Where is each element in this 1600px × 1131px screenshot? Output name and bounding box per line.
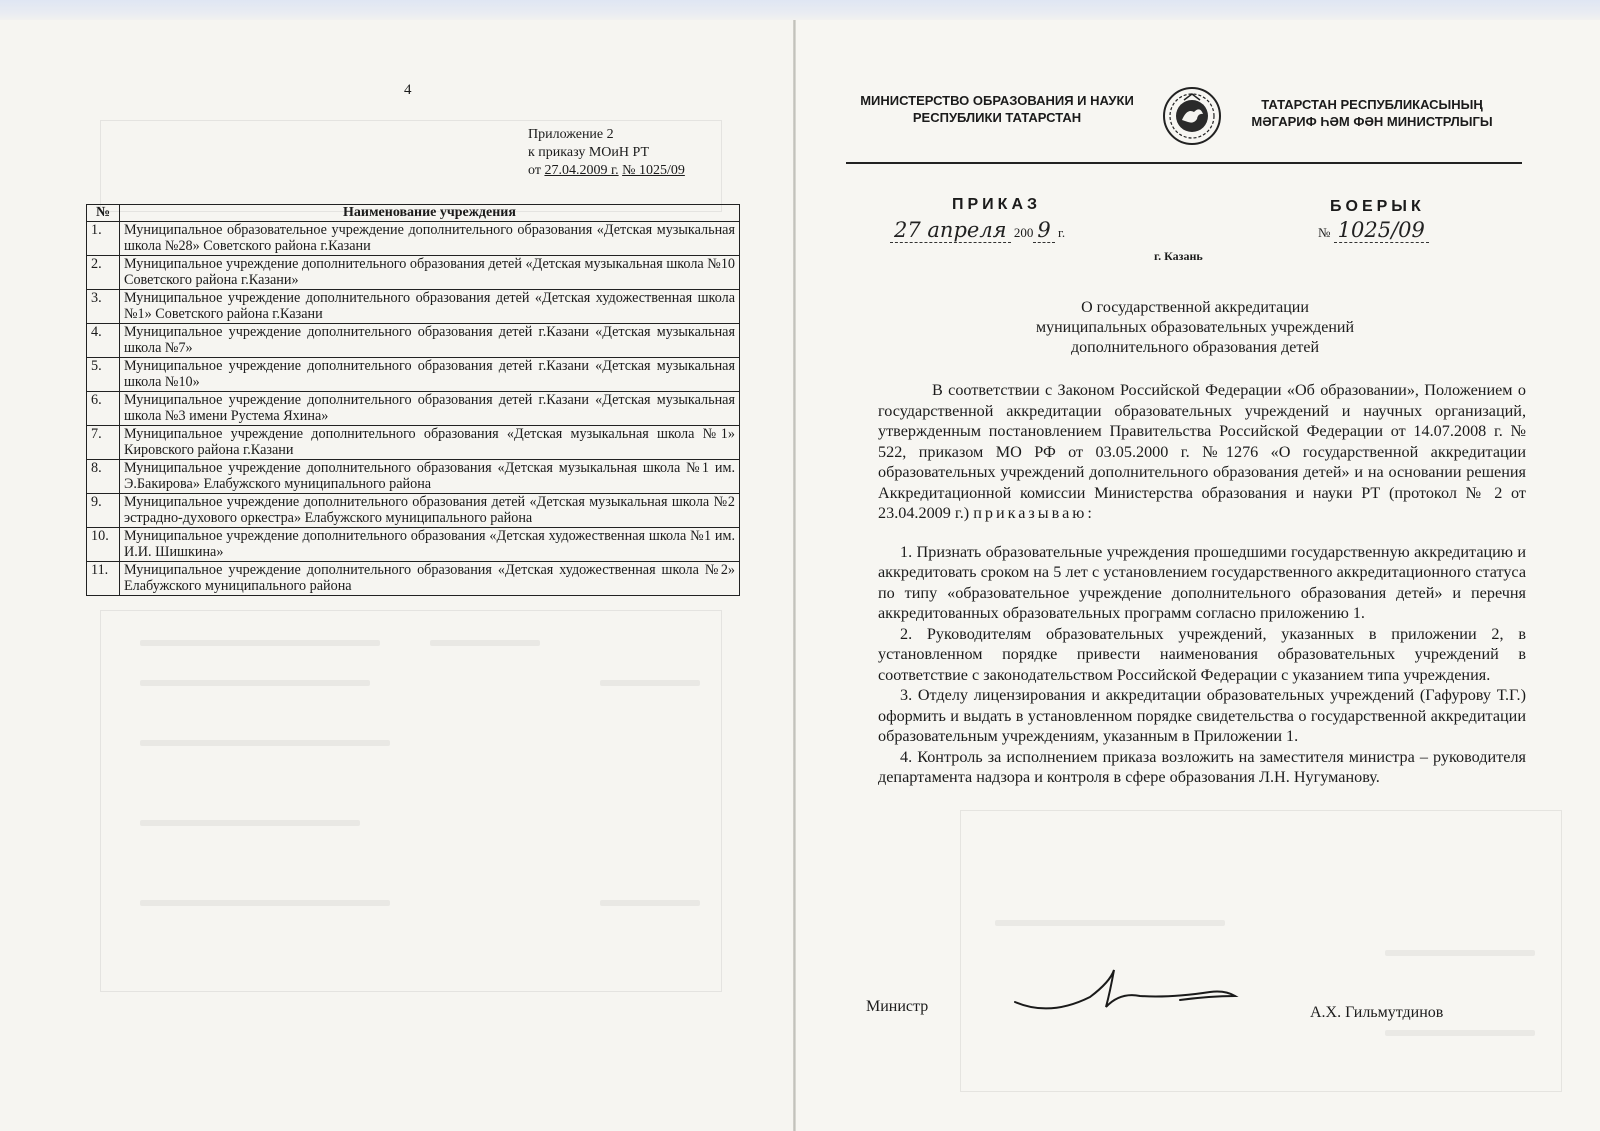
show-through-text — [140, 820, 360, 826]
subject-line1: О государственной аккредитации — [1081, 299, 1309, 316]
tatarstan-emblem-icon — [1162, 86, 1222, 146]
row-number: 7. — [87, 426, 120, 460]
row-number: 6. — [87, 392, 120, 426]
table-row — [87, 256, 740, 290]
institutions-table — [86, 204, 740, 596]
row-number: 8. — [87, 460, 120, 494]
table-row — [87, 460, 740, 494]
ministry-ru-line2: РЕСПУБЛИКИ ТАТАРСТАН — [912, 110, 1082, 125]
page-fold — [793, 20, 796, 1131]
row-number: 2. — [87, 256, 120, 290]
city: г. Казань — [1154, 249, 1203, 263]
boeryk-title: БОЕРЫК — [1330, 198, 1425, 215]
header-divider — [846, 162, 1522, 164]
subject-line2: муниципальных образовательных учреждений — [1035, 319, 1355, 336]
appendix-line2: к приказу МОиН РТ — [528, 145, 649, 160]
show-through-text — [140, 900, 390, 906]
handwritten-year-digit: 9 — [1033, 218, 1054, 243]
appendix-line1: Приложение 2 — [528, 127, 614, 142]
show-through-text — [1385, 950, 1535, 956]
institution-name: Муниципальное образовательное учреждение дополнительного образования «Детская музыкальная школа №28» Советского района г.Казани — [120, 222, 740, 256]
signer-role: Министр — [866, 998, 929, 1015]
table-row — [87, 562, 740, 596]
table-header-row — [87, 205, 740, 222]
institution-name: Муниципальное учреждение дополнительного образования детей г.Казани «Детская музыкальная школа №3 имени Рустема Яхина» — [120, 392, 740, 426]
institution-name: Муниципальное учреждение дополнительного образования «Детская художественная школа №2» Елабужского муниципального района — [120, 562, 740, 596]
institution-name: Муниципальное учреждение дополнительного образования «Детская музыкальная школа №1» Кировского района г.Казани — [120, 426, 740, 460]
show-through-text — [600, 680, 700, 686]
handwritten-number: 1025/09 — [1334, 218, 1429, 243]
show-through-text — [1385, 1030, 1535, 1036]
table-body — [87, 222, 740, 596]
show-through-text — [140, 680, 370, 686]
table-row — [87, 426, 740, 460]
subject-line3: дополнительного образования детей — [1071, 339, 1319, 356]
appendix-reference — [528, 126, 685, 180]
ministry-tt-line2: МӘГАРИФ ҺӘМ ФӘН МИНИСТРЛЫГЫ — [1251, 114, 1493, 129]
show-through-table — [100, 610, 722, 992]
appendix-from: от — [528, 163, 545, 178]
show-through-text — [600, 900, 700, 906]
order-word: приказываю: — [973, 504, 1095, 522]
row-number: 11. — [87, 562, 120, 596]
date-year-prefix: 200 — [1013, 225, 1034, 240]
appendix-date: 27.04.2009 г. — [544, 163, 619, 178]
intro-text: В соответствии с Законом Российской Федерации «Об образовании», Положением о государственной аккредитации образовательных учреждений и научных организаций, утвержденным постановлением Правительства Российской Федерации от 14.07.2008 г. № 522, приказом МО РФ от 03.05.2000 г. №1276 «О государственной аккредитации образовательных учреждений дополнительного образования детей» и на основании решения Аккредитационной комиссии Министерства образования и науки РТ (протокол № 2 от 23.04.2009 г.) — [878, 381, 1526, 522]
order-item-1: 1. Признать образовательные учреждения прошедшими государственную аккредитацию и аккредитовать сроком на 5 лет с установлением государственного аккредитационного статуса по типу «образовательное учреждение дополнительного образования детей» и перечня аккредитованных образовательных программ согласно приложению 1. — [878, 542, 1526, 622]
number-prefix: № — [1318, 225, 1331, 240]
table-row — [87, 528, 740, 562]
order-body — [878, 380, 1526, 788]
row-number: 3. — [87, 290, 120, 324]
date-suffix: г. — [1057, 225, 1066, 240]
show-through-text — [995, 920, 1225, 926]
table-row — [87, 290, 740, 324]
order-number — [1318, 218, 1429, 242]
table-row — [87, 494, 740, 528]
row-number: 9. — [87, 494, 120, 528]
institution-name: Муниципальное учреждение дополнительного образования детей г.Казани «Детская музыкальная школа №7» — [120, 324, 740, 358]
order-date — [890, 218, 1065, 242]
header-number: № — [87, 205, 120, 222]
institution-name: Муниципальное учреждение дополнительного образования детей «Детская художественная школа №1» Советского района г.Казани — [120, 290, 740, 324]
table-row — [87, 392, 740, 426]
order-item-2: 2. Руководителям образовательных учреждений, указанных в приложении 2, в установленном порядке привести наименования образовательных учреждений в соответствие с законодательством Российской Федерации с указанием типа учреждения. — [878, 624, 1526, 684]
signature-image — [1010, 962, 1240, 1032]
show-through-text — [140, 740, 390, 746]
handwritten-date: 27 апреля — [890, 218, 1011, 243]
table-row — [87, 222, 740, 256]
ministry-name-tatar — [1244, 96, 1500, 130]
row-number: 10. — [87, 528, 120, 562]
appendix-line3 — [528, 162, 685, 180]
header-institution-name: Наименование учреждения — [120, 205, 740, 222]
intro-paragraph — [878, 380, 1526, 524]
order-subject — [1000, 298, 1390, 358]
show-through-text — [140, 640, 380, 646]
appendix-number: № 1025/09 — [622, 163, 685, 178]
institution-name: Муниципальное учреждение дополнительного образования детей «Детская музыкальная школа №10 Советского района г.Казани» — [120, 256, 740, 290]
table-row — [87, 324, 740, 358]
order-item-3: 3. Отделу лицензирования и аккредитации образовательных учреждений (Гафурову Т.Г.) оформить и выдать в установленном порядке свидетельства о государственной аккредитации образовательным учреждениям, указанным в Приложении 1. — [878, 686, 1526, 745]
ministry-tt-line1: ТАТАРСТАН РЕСПУБЛИКАСЫНЫҢ — [1261, 97, 1483, 112]
page-number: 4 — [404, 82, 412, 98]
show-through-text — [430, 640, 540, 646]
institution-name: Муниципальное учреждение дополнительного образования детей г.Казани «Детская музыкальная школа №10» — [120, 358, 740, 392]
table-row — [87, 358, 740, 392]
institution-name: Муниципальное учреждение дополнительного образования детей «Детская музыкальная школа №2 эстрадно-духового оркестра» Елабужского муниципального района — [120, 494, 740, 528]
ministry-name-russian — [858, 92, 1136, 126]
institution-name: Муниципальное учреждение дополнительного образования «Детская художественная школа №1 им. И.И. Шишкина» — [120, 528, 740, 562]
order-title: ПРИКАЗ — [952, 196, 1042, 213]
institution-name: Муниципальное учреждение дополнительного образования «Детская музыкальная школа №1 им. Э.Бакирова» Елабужского муниципального района — [120, 460, 740, 494]
row-number: 1. — [87, 222, 120, 256]
signer-name: А.Х. Гильмутдинов — [1310, 1004, 1444, 1021]
row-number: 5. — [87, 358, 120, 392]
ministry-ru-line1: МИНИСТЕРСТВО ОБРАЗОВАНИЯ И НАУКИ — [860, 93, 1134, 108]
scan-top-band — [0, 0, 1600, 22]
row-number: 4. — [87, 324, 120, 358]
order-item-4: 4. Контроль за исполнением приказа возложить на заместителя министра – руководителя департамента надзора и контроля в сфере образования Л.Н. Нугуманову. — [878, 747, 1526, 786]
